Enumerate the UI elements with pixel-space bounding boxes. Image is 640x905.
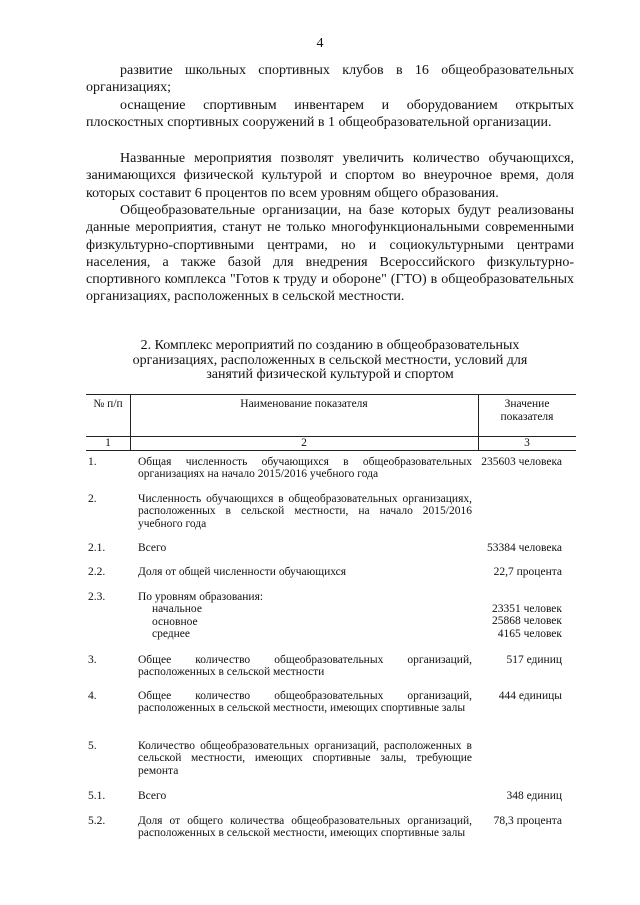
colnum-3: 3 (524, 437, 530, 449)
row-num: 3. (88, 654, 97, 666)
row-text (138, 591, 472, 641)
row-value: 23351 человек (491, 603, 562, 615)
sub-level-secondary: среднее (152, 628, 191, 641)
row-value: 517 единиц (506, 654, 562, 666)
row-num: 5.1. (88, 790, 106, 802)
table-top-border (86, 394, 576, 395)
row-value: 25868 человек (491, 615, 562, 627)
section-title: 2. Комплекс мероприятий по созданию в общеобразовательных организациях, расположенных в сельской местности, условий для занятий физической культурой и спортом (132, 338, 528, 382)
row-num: 4. (88, 690, 97, 702)
header-name: Наименование показателя (240, 398, 368, 410)
row-text: Всего (138, 790, 167, 802)
row-text: Количество общеобразовательных организаций, расположенных в сельской местности, имеющих спортивные залы, требующие ремонта (138, 740, 472, 777)
row-value: 53384 человека (487, 542, 562, 554)
header-num: № п/п (93, 398, 123, 410)
row-num: 1. (88, 456, 97, 468)
row-text: Доля от общего количества общеобразовательных организаций, расположенных в сельской местности, имеющих спортивные залы (138, 815, 472, 840)
row-num: 2.1. (88, 542, 106, 554)
row-num: 5.2. (88, 815, 106, 827)
paragraph-equipment: оснащение спортивным инвентарем и оборудованием открытых плоскостных спортивных сооружений в 1 общеобразовательной организации. (86, 98, 574, 131)
sub-level-basic: основное (152, 615, 198, 628)
row-num: 2.3. (88, 591, 106, 603)
row-text: Общее количество общеобразовательных организаций, расположенных в сельской местности, имеющих спортивные залы (138, 690, 472, 715)
paragraph-organizations: Общеобразовательные организации, на базе которых будут реализованы данные мероприятия, станут не только многофункциональными современными физкультурно-спортивными центрами, но и социокультурными центрами населения, а также базой для внедрения Всероссийского физкультурно-спортивного комплекса "Готов к труду и обороне" (ГТО) в общеобразовательных организациях, расположенных в сельской местности. (86, 203, 574, 305)
row-value: 444 единицы (498, 690, 562, 702)
paragraph-school-clubs: развитие школьных спортивных клубов в 16 общеобразовательных организациях; (86, 63, 574, 96)
row-text: Доля от общей численности обучающихся (138, 566, 347, 578)
sub-level-primary: начальное (152, 603, 202, 616)
row-value: 22,7 процента (493, 566, 562, 578)
table-colnum-divider (86, 450, 576, 451)
row-text: Численность обучающихся в общеобразовательных организациях, расположенных в сельской местности, на начало 2015/2016 учебного года (138, 493, 472, 530)
row-text: Всего (138, 542, 167, 554)
row-num: 2.2. (88, 566, 106, 578)
row-text: Общее количество общеобразовательных организаций, расположенных в сельской местности (138, 654, 472, 679)
colnum-1: 1 (105, 437, 111, 449)
row-text-main: По уровням образования: (138, 591, 264, 603)
row-value: 235603 человека (481, 456, 562, 468)
paragraph-measures: Названные мероприятия позволят увеличить количество обучающихся, занимающихся физической культурой и спортом во внеурочное время, доля которых составит 6 процентов по всем уровням общего образования. (86, 151, 574, 201)
header-value: Значение показателя (500, 398, 554, 423)
row-value: 78,3 процента (493, 815, 562, 827)
row-text: Общая численность обучающихся в общеобразовательных организациях на начало 2015/2016 учебного года (138, 456, 472, 481)
colnum-2: 2 (301, 437, 307, 449)
row-value: 4165 человек (497, 628, 562, 640)
row-num: 5. (88, 740, 97, 752)
row-value: 348 единиц (506, 790, 562, 802)
page-number: 4 (316, 36, 324, 51)
row-num: 2. (88, 493, 97, 505)
